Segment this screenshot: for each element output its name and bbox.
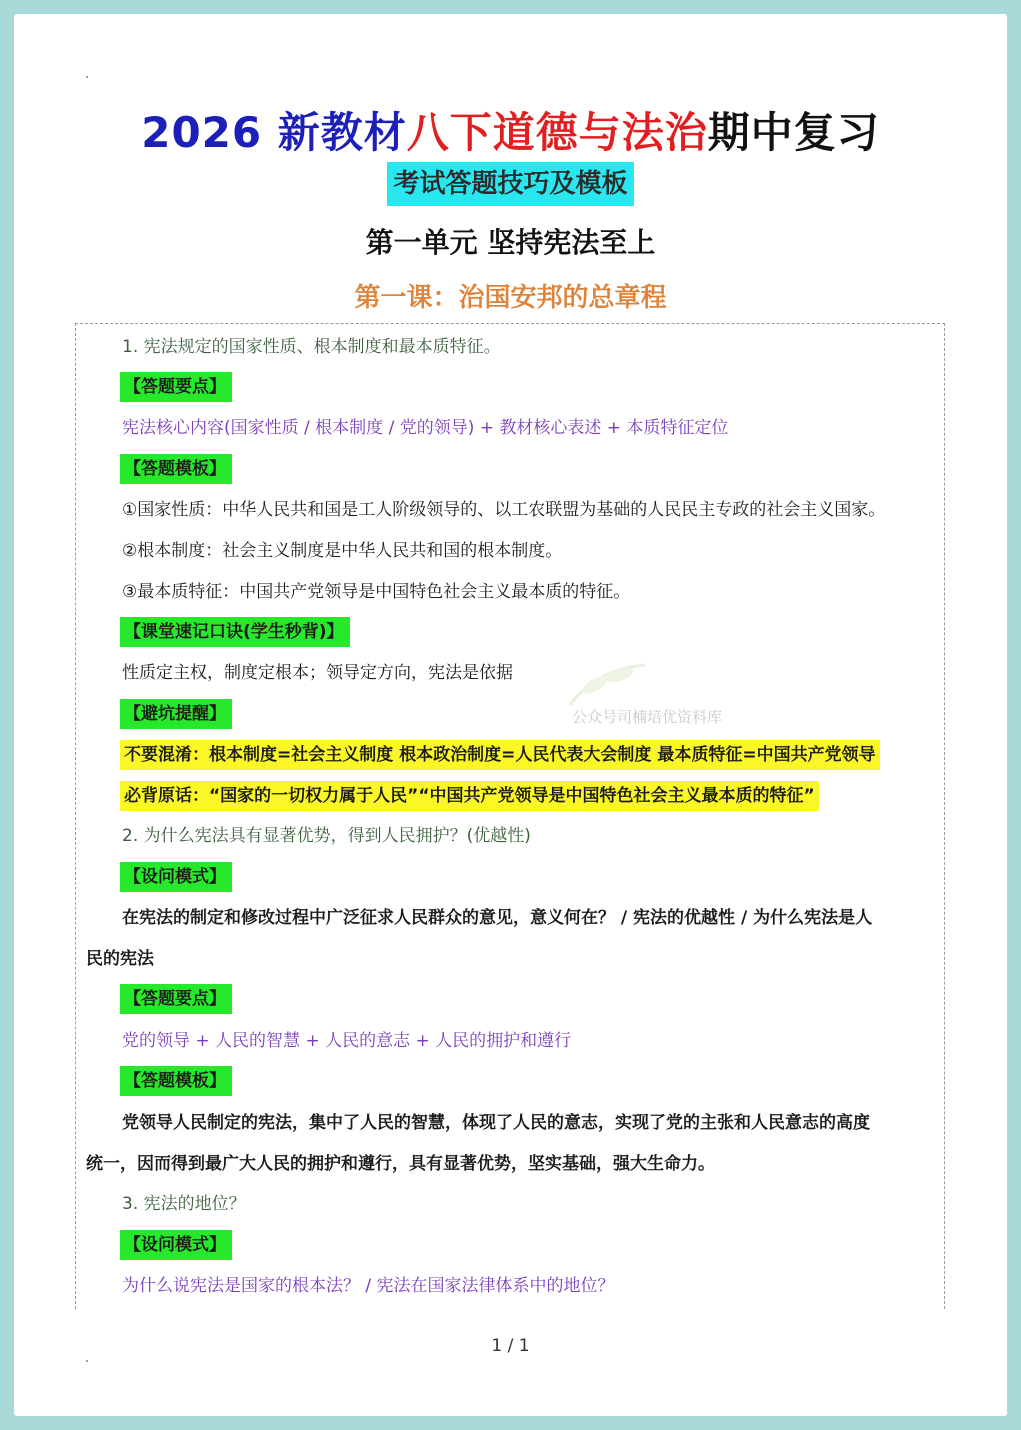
tag-answer-points-1: 【答题要点】 [120,372,232,402]
template-2-line-1: 党领导人民制定的宪法，集中了人民的智慧，体现了人民的意志，实现了党的主张和人民意志的高度 [122,1113,870,1133]
tag-warning: 【避坑提醒】 [120,699,232,729]
answer-points-1: 宪法核心内容(国家性质 / 根本制度 / 党的领导) + 教材核心表述 + 本质特征定位 [122,418,729,438]
ask-mode-2-line-1: 在宪法的制定和修改过程中广泛征求人民群众的意见，意义何在？ / 宪法的优越性 / 为什么宪法是人 [122,908,873,928]
tag-ask-mode-2: 【设问模式】 [120,862,232,892]
template-1-item-c: ③最本质特征：中国共产党领导是中国特色社会主义最本质的特征。 [122,582,631,602]
page-indicator: 1 / 1 [491,1336,530,1356]
page-title [0,106,1021,160]
tag-answer-template-2: 【答题模板】 [120,1066,232,1096]
template-1-item-a: ①国家性质：中华人民共和国是工人阶级领导的、以工农联盟为基础的人民民主专政的社会主义国家。 [122,500,886,520]
template-1-item-b: ②根本制度：社会主义制度是中华人民共和国的根本制度。 [122,541,563,561]
speck [86,1360,88,1362]
mnemonic-text: 性质定主权，制度定根本；领导定方向，宪法是依据 [122,663,513,683]
question-1: 1. 宪法规定的国家性质、根本制度和最本质特征。 [122,337,501,357]
speck [86,76,88,78]
watermark-leaf-icon [565,660,655,710]
warning-line-2: 必背原话：“国家的一切权力属于人民”“中国共产党领导是中国特色社会主义最本质的特征” [120,781,819,811]
lesson-heading: 第一课：治国安邦的总章程 [354,283,667,313]
question-2: 2. 为什么宪法具有显著优势，得到人民拥护？(优越性) [122,826,531,846]
title-year-part: 2026 新教材 [141,108,407,157]
ask-mode-2-line-2: 民的宪法 [86,949,154,969]
answer-points-2: 党的领导 + 人民的智慧 + 人民的意志 + 人民的拥护和遵行 [122,1031,572,1051]
subtitle: 考试答题技巧及模板 [387,162,633,206]
warning-line-1: 不要混淆：根本制度=社会主义制度 根本政治制度=人民代表大会制度 最本质特征=中国共产党领导 [120,740,880,770]
title-review-part: 期中复习 [707,108,880,157]
template-2-line-2: 统一，因而得到最广大人民的拥护和遵行，具有显著优势，坚实基础，强大生命力。 [86,1154,715,1174]
watermark-text: 公众号司楠培优资料库 [572,708,723,726]
subtitle-wrap [0,162,1021,206]
tag-mnemonic: 【课堂速记口诀(学生秒背)】 [120,617,350,647]
tag-answer-template-1: 【答题模板】 [120,454,232,484]
tag-answer-points-2: 【答题要点】 [120,984,232,1014]
tag-ask-mode-3: 【设问模式】 [120,1230,232,1260]
unit-heading: 第一单元 坚持宪法至上 [365,226,656,259]
question-3: 3. 宪法的地位？ [122,1194,246,1214]
title-subject-part: 八下道德与法治 [406,108,708,157]
ask-mode-3: 为什么说宪法是国家的根本法？ / 宪法在国家法律体系中的地位？ [122,1276,615,1296]
